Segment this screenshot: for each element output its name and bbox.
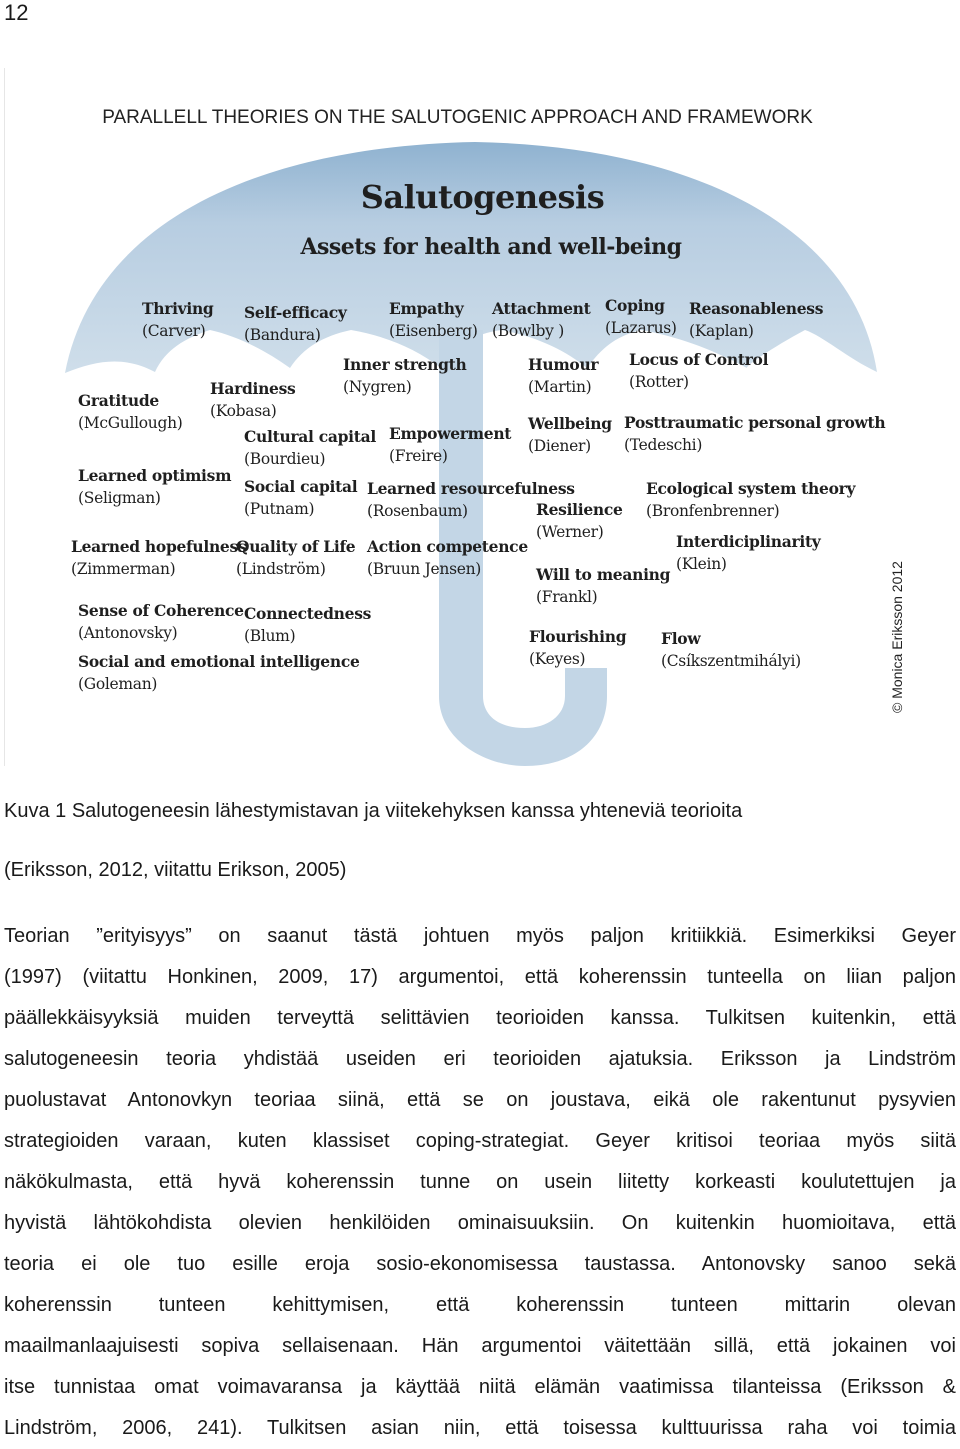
theory-item — [71, 536, 246, 580]
theory-name: Action competence — [367, 537, 528, 556]
figure-header: PARALLELL THEORIES ON THE SALUTOGENIC APPROACH AND FRAMEWORK — [102, 107, 813, 128]
theory-item — [536, 499, 623, 543]
theory-author: (Bandura) — [244, 326, 321, 344]
theory-item — [244, 302, 347, 346]
theory-name: Empowerment — [389, 424, 512, 443]
body-text — [4, 916, 956, 1449]
figure-subtitle: Assets for health and well-being — [300, 234, 682, 260]
figure-caption-source: (Eriksson, 2012, viitattu Erikson, 2005) — [4, 859, 347, 881]
theory-name: Humour — [528, 355, 599, 374]
body-line: itse tunnistaa omat voimavaransa ja käyttää niitä elämän vaatimissa tilanteissa (Eriksson & — [4, 1376, 956, 1398]
body-line: (1997) (viitattu Honkinen, 2009, 17) argumentoi, että koherenssin tunteella on liian paljon — [4, 966, 956, 988]
theory-item — [389, 423, 511, 467]
theory-author: (Kaplan) — [689, 322, 754, 340]
theory-name: Thriving — [142, 299, 214, 318]
theory-author: (Zimmerman) — [71, 560, 176, 578]
theory-author: (Seligman) — [78, 489, 161, 507]
theory-author: (Klein) — [676, 555, 727, 573]
theory-item — [689, 298, 823, 342]
theory-name: Hardiness — [210, 379, 296, 398]
theory-name: Self-efficacy — [244, 303, 347, 322]
theory-author: (Martin) — [528, 378, 592, 396]
figure-caption: Kuva 1 Salutogeneesin lähestymistavan ja viitekehyksen kanssa yhteneviä teorioita — [4, 800, 743, 822]
salutogenesis-umbrella-figure — [4, 68, 933, 766]
theory-author: (Keyes) — [529, 650, 586, 668]
theory-author: (Diener) — [528, 437, 591, 455]
theory-author: (Eisenberg) — [389, 322, 478, 340]
theory-author: (Werner) — [536, 523, 604, 541]
theory-name: Coping — [605, 296, 665, 315]
theory-name: Resilience — [536, 500, 623, 519]
theory-item — [536, 564, 670, 608]
body-line: Teorian ”erityisyys” on saanut tästä johtuen myös paljon kritiikkiä. Esimerkiksi Geyer — [4, 925, 956, 947]
theory-item — [629, 349, 768, 393]
theory-author: (Bowlby ) — [492, 322, 564, 340]
theory-author: (Tedeschi) — [624, 436, 703, 454]
theory-name: Empathy — [389, 299, 464, 318]
theory-name: Locus of Control — [629, 350, 769, 369]
theory-author: (Kobasa) — [210, 402, 277, 420]
theory-author: (Nygren) — [343, 378, 412, 396]
theory-name: Learned hopefulness — [71, 537, 247, 556]
theory-author: (Bruun Jensen) — [367, 560, 482, 578]
body-line: teoria ei ole tuo esille eroja sosio-ekonomisessa taustassa. Antonovsky sanoo sekä — [4, 1253, 956, 1275]
theory-item — [646, 478, 855, 522]
theory-item — [367, 536, 528, 580]
theory-author: (Bronfenbrenner) — [646, 502, 780, 520]
theory-author: (Csíkszentmihályi) — [661, 652, 801, 670]
theory-author: (Bourdieu) — [244, 450, 326, 468]
body-line: Lindström, 2006, 241). Tulkitsen asian niin, että toisessa kulttuurissa raha voi toimia — [4, 1417, 956, 1439]
theory-item — [78, 465, 231, 509]
theory-author: (Rotter) — [629, 373, 689, 391]
theory-author: (Putnam) — [244, 500, 315, 518]
theory-author: (Antonovsky) — [78, 624, 178, 642]
theory-author: (Blum) — [244, 627, 296, 645]
theory-name: Attachment — [492, 299, 591, 318]
theory-name: Will to meaning — [536, 565, 671, 584]
theory-name: Wellbeing — [528, 414, 612, 433]
theory-name: Flourishing — [529, 627, 627, 646]
theory-item — [236, 536, 355, 580]
theory-item — [676, 531, 821, 575]
theory-item — [389, 298, 478, 342]
theory-name: Cultural capital — [244, 427, 376, 446]
body-line: koherenssin tunteen kehittymisen, että koherenssin tunteen mittarin olevan — [4, 1294, 956, 1316]
theory-name: Social and emotional intelligence — [78, 652, 360, 671]
theory-author: (Rosenbaum) — [367, 502, 468, 520]
page-number: 12 — [4, 0, 29, 25]
theory-name: Social capital — [244, 477, 358, 496]
theory-name: Flow — [661, 629, 701, 648]
body-line: hyvistä lähtökohdista olevien henkilöiden ominaisuuksiin. On kuitenkin huomioitava, että — [4, 1212, 956, 1234]
theory-item — [661, 628, 801, 672]
theory-name: Inner strength — [343, 355, 467, 374]
theory-author: (Goleman) — [78, 675, 158, 693]
theory-item — [210, 378, 295, 422]
theory-name: Gratitude — [78, 391, 159, 410]
body-line: näkökulmasta, että hyvä koherenssin tunne on usein liitetty korkeasti koulutettujen ja — [4, 1171, 956, 1193]
body-line: puolustavat Antonovkyn teoriaa siinä, että se on joustava, eikä ole rakentunut pysyvien — [4, 1089, 956, 1111]
figure-title: Salutogenesis — [360, 178, 605, 216]
theory-item — [78, 651, 360, 695]
theory-item — [142, 298, 213, 342]
theory-name: Interdiciplinarity — [676, 532, 821, 551]
theory-name: Posttraumatic personal growth — [624, 413, 886, 432]
theory-name: Learned optimism — [78, 466, 232, 485]
theory-item — [605, 295, 677, 339]
body-line: maailmanlaajuisesti sopiva sellaisenaan. Hän argumentoi väitettään sillä, että jokainen voi — [4, 1335, 956, 1357]
theory-item — [529, 626, 626, 670]
theory-author: (Frankl) — [536, 588, 598, 606]
body-line: päällekkäisyyksiä muiden terveyttä selittävien teorioiden kanssa. Tulkitsen kuitenkin, että — [4, 1007, 956, 1029]
theory-item — [528, 413, 612, 457]
theory-name: Reasonableness — [689, 299, 824, 318]
theory-item — [244, 426, 376, 470]
theory-author: (McGullough) — [78, 414, 183, 432]
theory-item — [244, 603, 371, 647]
theory-item — [624, 412, 885, 456]
theory-name: Sense of Coherence — [78, 601, 244, 620]
theory-author: (Lindström) — [236, 560, 326, 578]
theory-item — [343, 354, 466, 398]
theory-name: Learned resourcefulness — [367, 479, 575, 498]
theory-item — [244, 476, 357, 520]
body-line: strategioiden varaan, kuten klassiset coping-strategiat. Geyer kritisoi teoriaa myös siitä — [4, 1130, 956, 1152]
theory-author: (Lazarus) — [605, 319, 677, 337]
theory-author: (Carver) — [142, 322, 206, 340]
theory-name: Quality of Life — [236, 537, 356, 556]
copyright-notice: © Monica Eriksson 2012 — [889, 561, 905, 713]
theory-name: Connectedness — [244, 604, 372, 623]
theory-item — [528, 354, 598, 398]
theory-item — [78, 390, 183, 434]
theory-name: Ecological system theory — [646, 479, 856, 498]
theory-item — [78, 600, 244, 644]
body-line: salutogeneesin teoria yhdistää useiden eri teorioiden ajatuksia. Eriksson ja Lindström — [4, 1048, 956, 1070]
theory-author: (Freire) — [389, 447, 448, 465]
theory-item — [492, 298, 591, 342]
